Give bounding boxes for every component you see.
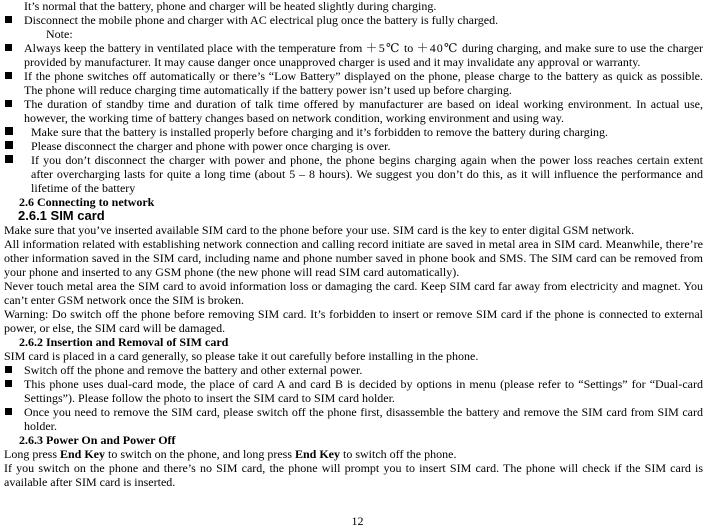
paragraph: If you switch on the phone and there’s no SIM card, the phone will prompt you to insert SIM card. The phone will check if the SIM card is available after SIM card is inserted. [4,461,703,489]
bullet-square-icon [5,366,12,373]
end-key-label: End Key [60,447,106,461]
bullet-item: This phone uses dual-card mode, the place of card A and card B is decided by options in menu (please refer to “Settings” for “Dual-card Settings”). Please follow the photo to insert the SIM card to SIM card holder. [4,377,703,405]
bullet-item: Disconnect the mobile phone and charger with AC electrical plug once the battery is fully charged. [4,13,703,27]
paragraph: All information related with establishing network connection and calling record initiate are saved in metal area in SIM card. Meanwhile, there’re other information saved in the SIM card, including name and phone number saved in phone book and SMS. The SIM card can be removed from your phone and inserted to any GSM phone (the new phone will read SIM card automatically). [4,237,703,279]
section-heading-2-6-2: 2.6.2 Insertion and Removal of SIM card [19,335,229,349]
bullet-square-icon [5,16,12,23]
paragraph: Never touch metal area the SIM card to avoid information loss or damaging the card. Keep SIM card far away from electricity and magnet. You can’t enter GSM network once the SIM is broken. [4,279,703,307]
bullet-square-icon [5,141,13,149]
charging-heat-text: It’s normal that the battery, phone and charger will be heated slightly during charging. [24,0,437,13]
page-number: 12 [351,514,364,528]
warning-paragraph: Warning: Do switch off the phone before removing SIM card. It’s forbidden to insert or remove SIM card if the phone is connected to external power, or else, the SIM card will be damaged. [4,307,703,335]
bullet-square-icon [5,380,12,387]
bullet-square-icon [5,408,12,415]
section-heading-2-6: 2.6 Connecting to network [19,195,155,209]
bullet-item: If you don’t disconnect the charger with power and phone, the phone begins charging again when the power loss reaches certain extent after overcharging lasts for quite a long time (about 5 – 8 hours). We suggest you don’t do this, as it will influence the performance and lifetime of the battery [4,153,703,195]
paragraph: Long press End Key to switch on the phone, and long press End Key to switch off the phone. [4,447,457,461]
bullet-square-icon [5,44,12,51]
bullet-square-icon [5,155,13,163]
paragraph: Make sure that you’ve inserted available SIM card to the phone before your use. SIM card is the key to enter digital GSM network. [4,223,635,237]
bullet-item: Make sure that the battery is installed properly before charging and it’s forbidden to remove the battery during charging. [4,125,703,139]
end-key-label: End Key [295,447,341,461]
bullet-square-icon [5,127,13,135]
temperature-max: ＋40℃ [416,41,459,55]
bullet-square-icon [5,72,12,79]
bullet-item: The duration of standby time and duration of talk time offered by manufacturer are based on ideal working environment. In actual use, however, the working time of battery changes based on network condition, working environment and using way. [4,97,703,125]
bullet-item: If the phone switches off automatically or there’s “Low Battery” displayed on the phone, please charge to the battery as quick as possible. The phone will reduce charging time automatically if the battery power isn’t used up before charging. [4,69,703,97]
note-label: Note: [46,27,73,41]
temperature-min: ＋5℃ [365,41,401,55]
bullet-item: Once you need to remove the SIM card, please switch off the phone first, disassemble the battery and remove the SIM card from SIM card holder. [4,405,703,433]
bullet-square-icon [5,100,12,107]
bullet-item: Please disconnect the charger and phone with power once charging is over. [4,139,703,153]
section-heading-2-6-3: 2.6.3 Power On and Power Off [19,433,176,447]
document-page [4,0,703,489]
section-heading-2-6-1: 2.6.1 SIM card [18,208,105,223]
bullet-item: Switch off the phone and remove the battery and other external power. [4,363,703,377]
bullet-item: Always keep the battery in ventilated place with the temperature from ＋5℃ to ＋40℃ during charging, and make sure to use the charger provided by manufacturer. It may cause danger once unapproved charger is used and it may invalidate any approval or warranty. [4,41,703,69]
paragraph: SIM card is placed in a card generally, so please take it out carefully before installing in the phone. [4,349,479,363]
